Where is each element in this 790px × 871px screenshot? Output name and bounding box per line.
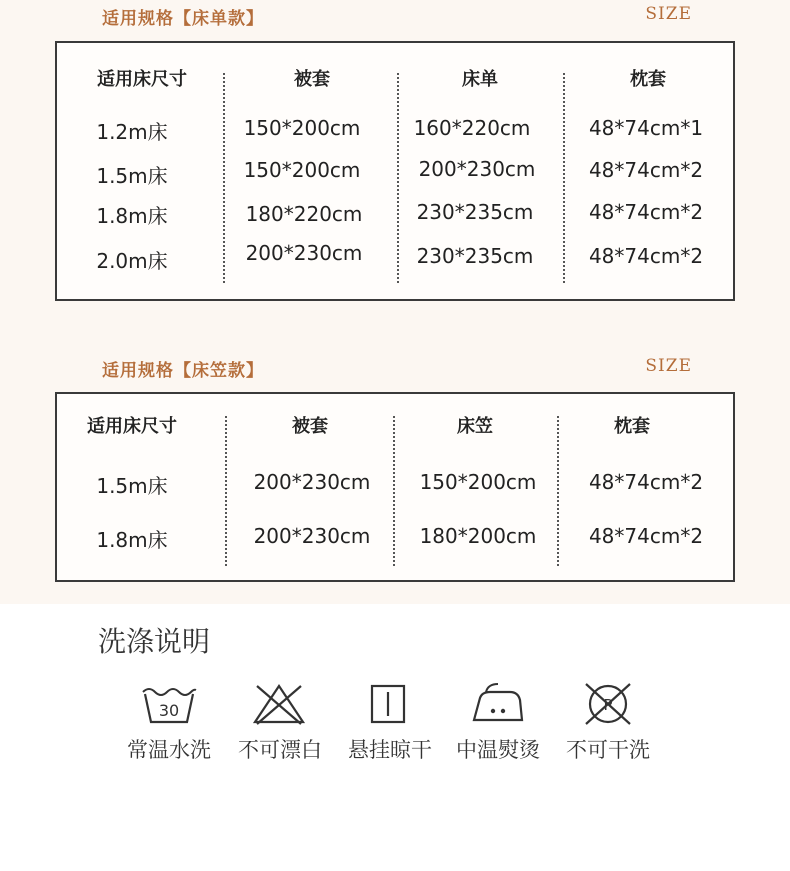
table2-title: 适用规格【床笠款】 <box>102 361 264 381</box>
table2-cell-fitted-sheet: 150*200cm <box>419 470 537 494</box>
table1-header-bed: 适用床尺寸 <box>97 69 187 90</box>
table1-cell-pillow: 48*74cm*2 <box>588 200 704 224</box>
table1-divider <box>223 73 225 283</box>
table2-cell-duvet: 200*230cm <box>253 470 371 494</box>
no-dry-clean-icon <box>578 680 638 728</box>
iron-medium-icon <box>466 680 526 728</box>
table1-cell-pillow: 48*74cm*2 <box>588 158 704 182</box>
table1-box <box>55 41 735 301</box>
table1-cell-pillow: 48*74cm*2 <box>588 244 704 268</box>
table2-divider <box>393 416 395 566</box>
table1-cell-duvet: 150*200cm <box>243 158 361 182</box>
table2-cell-bed: 1.8m床 <box>96 528 168 552</box>
table1-cell-bed: 1.2m床 <box>96 120 168 144</box>
wash-30-icon <box>139 680 199 728</box>
table2-header-bed: 适用床尺寸 <box>87 416 177 437</box>
table1-cell-duvet: 180*220cm <box>245 202 363 226</box>
table1-cell-sheet: 160*220cm <box>413 116 531 140</box>
wash-instructions-title: 洗涤说明 <box>98 625 211 658</box>
table2-cell-fitted-sheet: 180*200cm <box>419 524 537 548</box>
table2-cell-pillow: 48*74cm*2 <box>588 470 704 494</box>
table1-cell-duvet: 150*200cm <box>243 116 361 140</box>
table1-cell-sheet: 230*235cm <box>416 200 534 224</box>
table2-cell-duvet: 200*230cm <box>253 524 371 548</box>
wash-label-normal: 常温水洗 <box>127 738 211 762</box>
table2-divider <box>225 416 227 566</box>
table1-cell-duvet: 200*230cm <box>245 241 363 265</box>
table1-cell-pillow: 48*74cm*1 <box>588 116 704 140</box>
table1-cell-sheet: 200*230cm <box>418 157 536 181</box>
wash-label-hang-dry: 悬挂晾干 <box>348 738 432 762</box>
table1-header-pillow: 枕套 <box>630 69 666 90</box>
table2-size-label: SIZE <box>645 356 692 376</box>
table1-header-duvet: 被套 <box>294 69 330 90</box>
table1-header-sheet: 床单 <box>462 69 498 90</box>
dry-clean-letter: P <box>603 696 613 714</box>
wash-label-iron: 中温熨烫 <box>456 738 540 762</box>
hang-dry-icon <box>358 680 418 728</box>
wash-label-no-dry-clean: 不可干洗 <box>566 738 650 762</box>
table2-header-duvet: 被套 <box>292 416 328 437</box>
table2-box <box>55 392 735 582</box>
table2-cell-bed: 1.5m床 <box>96 474 168 498</box>
table1-cell-bed: 2.0m床 <box>96 249 168 273</box>
table2-divider <box>557 416 559 566</box>
table1-cell-sheet: 230*235cm <box>416 244 534 268</box>
no-bleach-icon <box>249 680 309 728</box>
table1-cell-bed: 1.5m床 <box>96 164 168 188</box>
table2-header-pillow: 枕套 <box>614 416 650 437</box>
wash-temperature-text: 30 <box>158 701 180 720</box>
table1-divider <box>397 73 399 283</box>
wash-label-no-bleach: 不可漂白 <box>238 738 322 762</box>
table2-header-fitted-sheet: 床笠 <box>457 416 493 437</box>
table1-cell-bed: 1.8m床 <box>96 204 168 228</box>
table1-title: 适用规格【床单款】 <box>102 9 264 29</box>
table2-cell-pillow: 48*74cm*2 <box>588 524 704 548</box>
table1-size-label: SIZE <box>645 4 692 24</box>
